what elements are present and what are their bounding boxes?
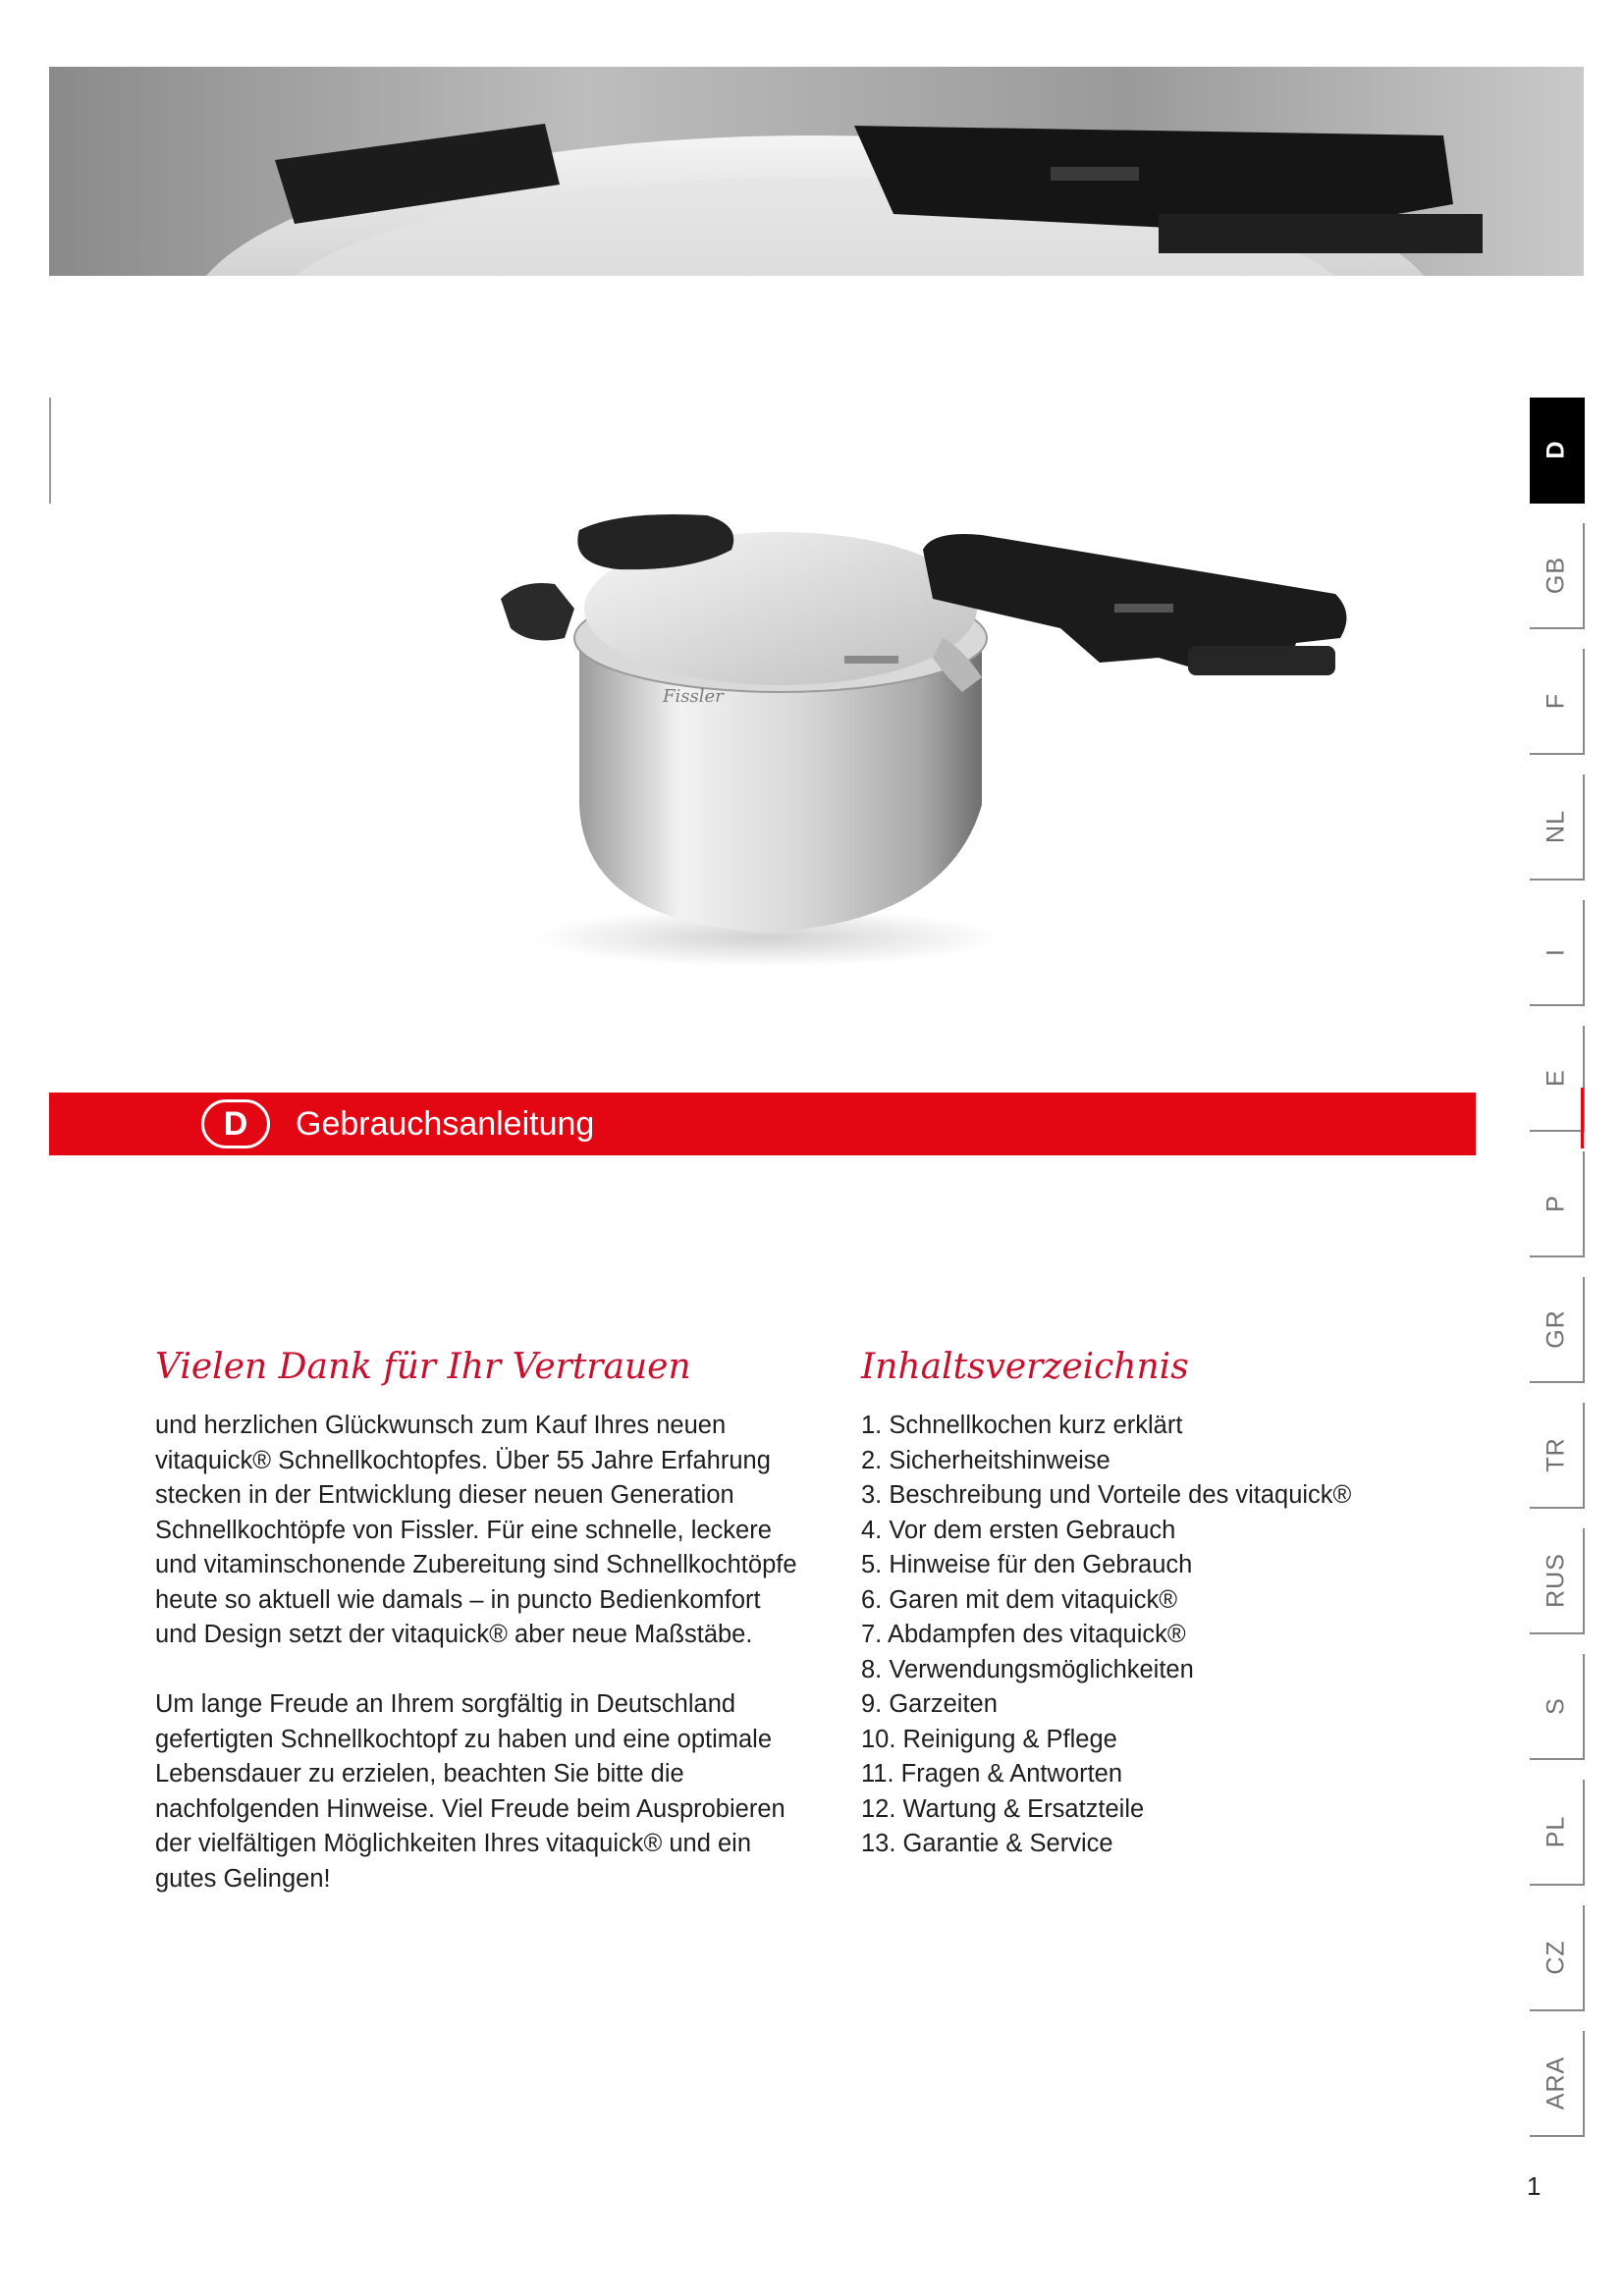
toc-item[interactable]: 3. Beschreibung und Vorteile des vitaquick® bbox=[861, 1481, 1352, 1509]
section-header-bar bbox=[49, 1093, 1476, 1155]
section-title: Gebrauchsanleitung bbox=[296, 1104, 595, 1143]
language-tab-label: P bbox=[1542, 1195, 1570, 1212]
toc-item[interactable]: 6. Garen mit dem vitaquick® bbox=[861, 1585, 1178, 1614]
language-tab-gr[interactable] bbox=[1530, 1277, 1585, 1383]
intro-paragraph-1: und herzlichen Glückwunsch zum Kauf Ihres neuen vitaquick® Schnellkochtopfes. Über 55 Jahre Erfahrung stecken in der Entwicklung dieser neuen Generation Schnellkochtöpfe von Fissler. Für eine schnelle, leckere und vitaminschonende Zubereitung sind Schnellkochtöpfe heute so aktuell wie damals – in puncto Bedienkomfort und Design setzt der vitaquick® aber neue Maßstäbe. bbox=[155, 1412, 797, 1648]
language-tab-label: S bbox=[1542, 1697, 1570, 1715]
toc-item[interactable]: 7. Abdampfen des vitaquick® bbox=[861, 1621, 1186, 1648]
toc-item[interactable]: 10. Reinigung & Pflege bbox=[861, 1725, 1117, 1753]
language-tab-label: E bbox=[1542, 1069, 1570, 1087]
toc-item[interactable]: 11. Fragen & Antworten bbox=[861, 1760, 1123, 1788]
language-badge: D bbox=[201, 1099, 270, 1148]
toc-item[interactable]: 13. Garantie & Service bbox=[861, 1830, 1113, 1857]
intro-paragraph-2: Um lange Freude an Ihrem sorgfältig in Deutschland gefertigten Schnellkochtopf zu haben und eine optimale Lebensdauer zu erzielen, beachten Sie bitte die nachfolgenden Hinweise. Viel Freude beim Ausprobieren der vielfältigen Möglichkeiten Ihres vitaquick® und ein gutes Gelingen! bbox=[155, 1690, 785, 1893]
left-margin-rule bbox=[49, 398, 51, 504]
language-tab-label: CZ bbox=[1542, 1940, 1570, 1975]
language-tab-label: RUS bbox=[1542, 1553, 1570, 1608]
language-tab-label: TR bbox=[1542, 1437, 1570, 1472]
language-tab-gb[interactable] bbox=[1530, 523, 1585, 629]
language-tab-rus[interactable] bbox=[1530, 1528, 1585, 1634]
language-tab-tr[interactable] bbox=[1530, 1403, 1585, 1509]
language-tab-pl[interactable] bbox=[1530, 1780, 1585, 1886]
language-tab-label: GB bbox=[1542, 556, 1570, 595]
language-tab-e[interactable] bbox=[1530, 1026, 1585, 1132]
language-tab-f[interactable] bbox=[1530, 649, 1585, 755]
language-tab-label: GR bbox=[1542, 1309, 1570, 1349]
language-tab-label: I bbox=[1542, 948, 1570, 956]
toc-item[interactable]: 5. Hinweise für den Gebrauch bbox=[861, 1551, 1193, 1578]
language-tab-nl[interactable] bbox=[1530, 774, 1585, 881]
language-tab-d[interactable] bbox=[1530, 398, 1585, 504]
language-tab-label: PL bbox=[1542, 1815, 1570, 1848]
toc-item[interactable]: 12. Wartung & Ersatzteile bbox=[861, 1794, 1145, 1823]
banner-photo bbox=[49, 67, 1584, 276]
language-tab-label: D bbox=[1542, 440, 1570, 459]
language-tab-label: F bbox=[1542, 692, 1570, 710]
language-tab-marker bbox=[1581, 1088, 1584, 1148]
language-tab-ara[interactable] bbox=[1530, 2031, 1585, 2137]
toc-heading: Inhaltsverzeichnis bbox=[861, 1347, 1189, 1387]
language-tab-cz[interactable] bbox=[1530, 1905, 1585, 2011]
language-tabs bbox=[1530, 398, 1585, 2157]
intro-heading: Vielen Dank für Ihr Vertrauen bbox=[155, 1347, 691, 1387]
toc-item[interactable]: 9. Garzeiten bbox=[861, 1690, 998, 1718]
toc-item[interactable]: 2. Sicherheitshinweise bbox=[861, 1446, 1110, 1474]
language-tab-s[interactable] bbox=[1530, 1654, 1585, 1760]
language-tab-i[interactable] bbox=[1530, 900, 1585, 1006]
svg-text:Fissler: Fissler bbox=[663, 686, 724, 707]
page-number: 1 bbox=[1527, 2171, 1542, 2201]
toc-item[interactable]: 8. Verwendungsmöglichkeiten bbox=[861, 1655, 1194, 1683]
product-photo bbox=[471, 491, 1355, 982]
language-tab-label: ARA bbox=[1542, 2056, 1570, 2110]
toc-item[interactable]: 4. Vor dem ersten Gebrauch bbox=[861, 1516, 1176, 1544]
intro-text bbox=[155, 1409, 803, 1896]
language-tab-p[interactable] bbox=[1530, 1151, 1585, 1257]
toc-item[interactable]: 1. Schnellkochen kurz erklärt bbox=[861, 1412, 1183, 1439]
toc-list bbox=[861, 1409, 1411, 1862]
language-tab-label: NL bbox=[1542, 810, 1570, 843]
